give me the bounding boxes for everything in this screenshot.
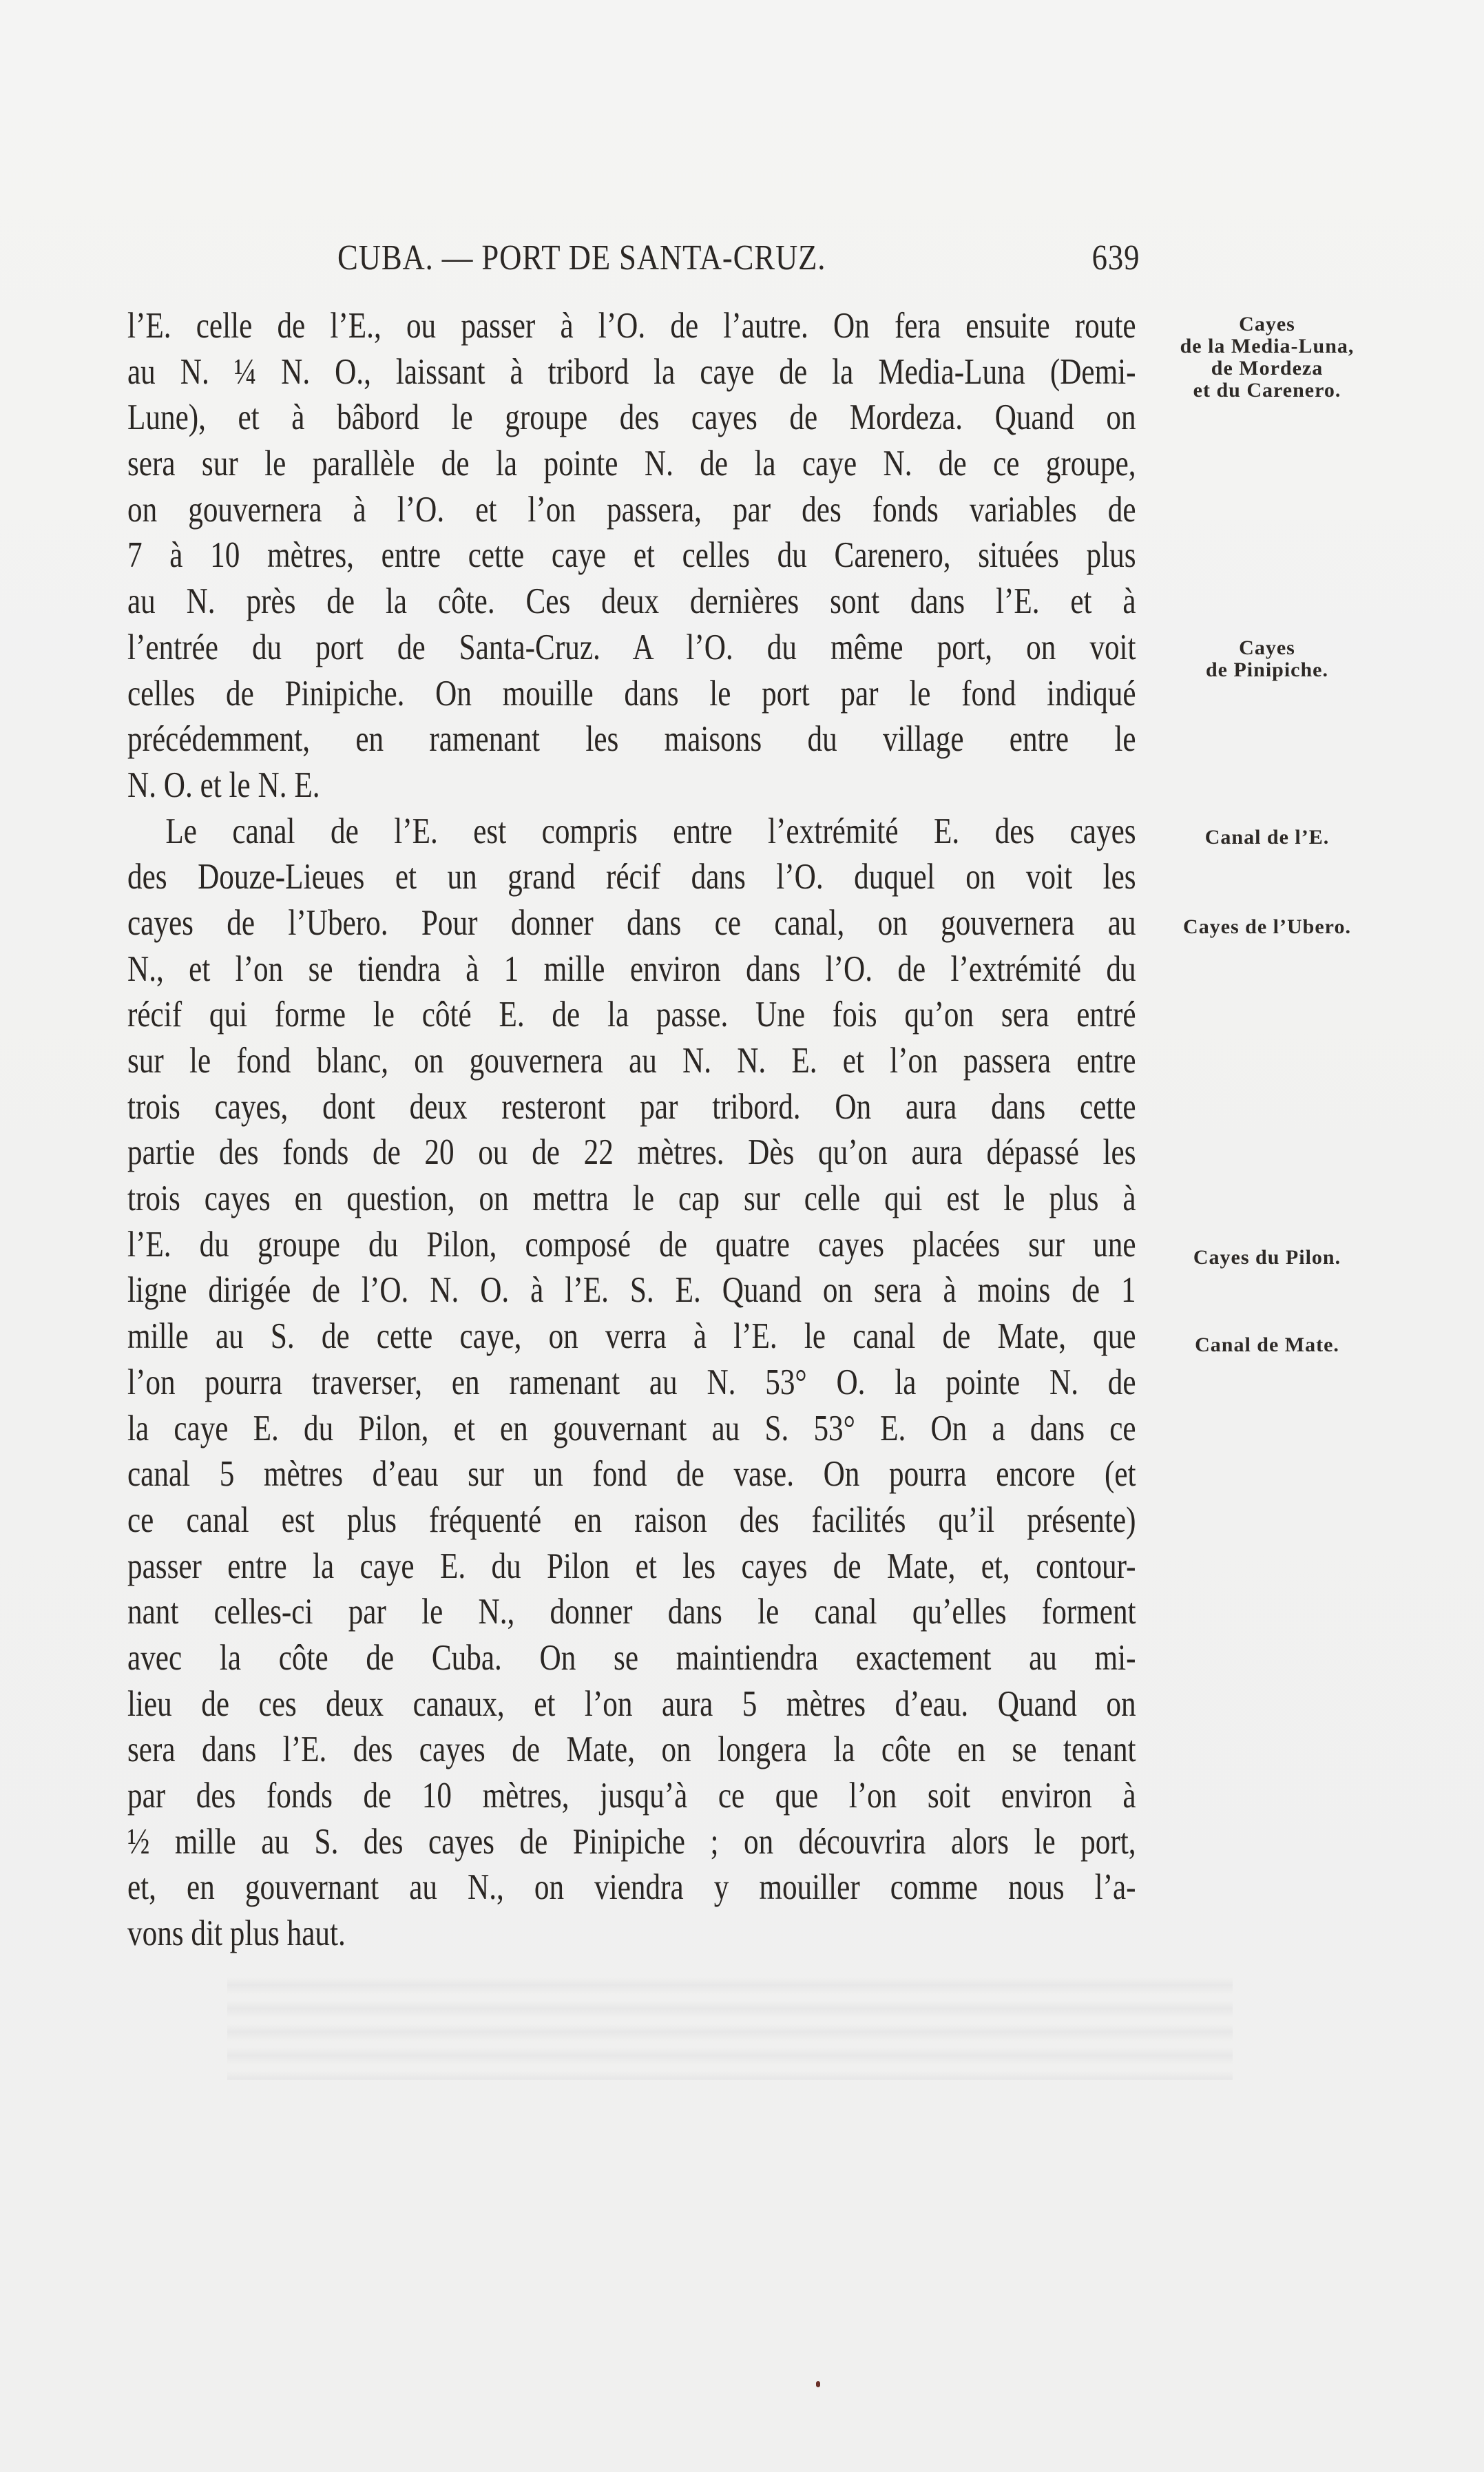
text-line: nant celles-ci par le N., donner dans le canal qu’elles forment [127, 1592, 1136, 1632]
text-line: on gouvernera à l’O. et l’on passera, par des fonds variables de [127, 489, 1136, 530]
margin-note-cayes-ubero: Cayes de l’Ubero. [1183, 915, 1351, 938]
ink-speck [816, 2381, 820, 2387]
text-line: par des fonds de 10 mètres, jusqu’à ce que l’on soit environ à [127, 1776, 1136, 1816]
margin-note-cayes-pinipiche: Cayes de Pinipiche. [1205, 636, 1328, 681]
margin-note-canal-de-l-e: Canal de l’E. [1204, 826, 1330, 849]
body-text [127, 303, 1136, 1957]
text-line: cayes de l’Ubero. Pour donner dans ce canal, on gouvernera au [127, 902, 1136, 943]
text-line: trois cayes en question, on mettra le cap sur celle qui est le plus à [127, 1178, 1136, 1219]
text-line: ligne dirigée de l’O. N. O. à l’E. S. E. Quand on sera à moins de 1 [127, 1270, 1136, 1311]
text-line: sera sur le parallèle de la pointe N. de la caye N. de ce groupe, [127, 444, 1136, 484]
text-line: des Douze-Lieues et un grand récif dans l’O. duquel on voit les [127, 857, 1136, 897]
text-line: N. O. et le N. E. [127, 765, 320, 805]
bleed-through-text [227, 1977, 1233, 2080]
text-line: l’E. du groupe du Pilon, composé de quatre cayes placées sur une [127, 1224, 1136, 1265]
text-line: canal 5 mètres d’eau sur un fond de vase. On pourra encore (et [127, 1454, 1136, 1495]
text-line: trois cayes, dont deux resteront par tribord. On aura dans cette [127, 1086, 1136, 1127]
text-line: partie des fonds de 20 ou de 22 mètres. Dès qu’on aura dépassé les [127, 1132, 1136, 1173]
running-head [337, 231, 1140, 286]
text-line: passer entre la caye E. du Pilon et les cayes de Mate, et, contour- [127, 1546, 1136, 1586]
text-line: précédemment, en ramenant les maisons du village entre le [127, 719, 1136, 760]
text-line: l’entrée du port de Santa-Cruz. A l’O. du même port, on voit [127, 627, 1136, 667]
text-line: vons dit plus haut. [127, 1913, 346, 1954]
running-head-title: CUBA. — PORT DE SANTA-CRUZ. [337, 238, 826, 278]
text-line: la caye E. du Pilon, et en gouvernant au S. 53° E. On a dans ce [127, 1408, 1136, 1448]
text-line: récif qui forme le côté E. de la passe. Une fois qu’on sera entré [127, 995, 1136, 1035]
text-line: mille au S. de cette caye, on verra à l’E. le canal de Mate, que [127, 1316, 1136, 1357]
text-line: l’E. celle de l’E., ou passer à l’O. de l’autre. On fera ensuite route [127, 306, 1136, 346]
text-line: celles de Pinipiche. On mouille dans le port par le fond indiqué [127, 673, 1136, 714]
page-number: 639 [1091, 238, 1140, 278]
margin-note-cayes-media-luna: Cayes de la Media-Luna, de Mordeza et du Carenero. [1180, 313, 1355, 402]
text-line: ½ mille au S. des cayes de Pinipiche ; on découvrira alors le port, [127, 1821, 1136, 1862]
text-line: N., et l’on se tiendra à 1 mille environ dans l’O. de l’extrémité du [127, 948, 1136, 989]
text-line: et, en gouvernant au N., on viendra y mouiller comme nous l’a- [127, 1867, 1136, 1908]
margin-note-canal-de-mate: Canal de Mate. [1195, 1333, 1339, 1356]
margin-note-cayes-du-pilon: Cayes du Pilon. [1193, 1246, 1341, 1269]
text-line: l’on pourra traverser, en ramenant au N. 53° O. la pointe N. de [127, 1362, 1136, 1402]
text-line: sera dans l’E. des cayes de Mate, on longera la côte en se tenant [127, 1730, 1136, 1770]
text-line: Lune), et à bâbord le groupe des cayes de Mordeza. Quand on [127, 397, 1136, 438]
text-line: ce canal est plus fréquenté en raison des facilités qu’il présente) [127, 1499, 1136, 1540]
text-line: avec la côte de Cuba. On se maintiendra exactement au mi- [127, 1637, 1136, 1678]
text-line: au N. ¼ N. O., laissant à tribord la caye de la Media-Luna (Demi- [127, 351, 1136, 392]
text-line: 7 à 10 mètres, entre cette caye et celles du Carenero, situées plus [127, 535, 1136, 576]
paragraph-start-line: Le canal de l’E. est compris entre l’extrémité E. des cayes [165, 811, 1136, 851]
text-line: lieu de ces deux canaux, et l’on aura 5 mètres d’eau. Quand on [127, 1683, 1136, 1724]
text-line: au N. près de la côte. Ces deux dernières sont dans l’E. et à [127, 581, 1136, 622]
text-line: sur le fond blanc, on gouvernera au N. N. E. et l’on passera entre [127, 1041, 1136, 1081]
